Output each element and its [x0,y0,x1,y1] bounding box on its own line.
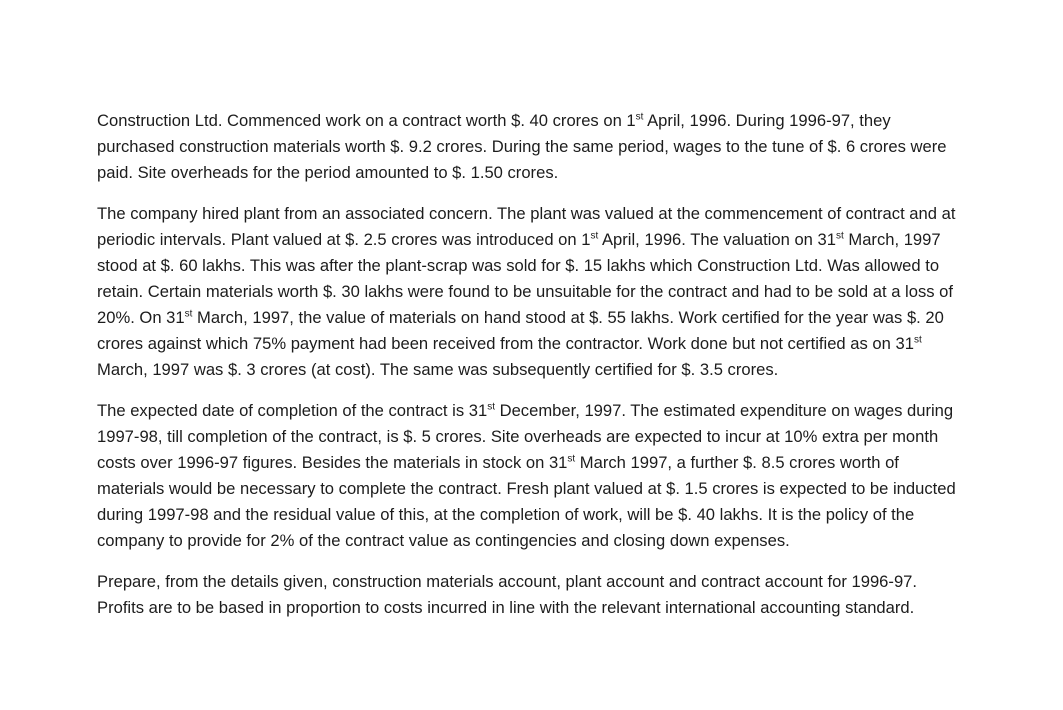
paragraph-contract-intro [97,108,957,186]
ordinal-suffix: st [913,334,922,346]
text-run: April, 1996. The valuation on 31 [598,230,836,249]
text-run: March, 1997, the value of materials on hand stood at $. 55 lakhs. Work certified for the year was $. 20 crores against which 75% payment had been received from the contractor. Work done but not certified as on 31 [97,308,944,353]
text-run: March 1997, a further $. 8.5 crores worth of materials would be necessary to complete the contract. Fresh plant valued at $. 1.5 crores is expected to be inducted during 1997-98 and the residual value of this, at the completion of work, will be $. 40 lakhs. It is the policy of the company to provide for 2% of the contract value as contingencies and closing down expenses. [97,453,956,550]
text-run: Construction Ltd. Commenced work on a contract worth $. 40 crores on 1 [97,111,636,130]
ordinal-suffix: st [835,230,844,242]
ordinal-suffix: st [184,308,193,320]
text-run: Prepare, from the details given, construction materials account, plant account and contract account for 1996-97. Profits are to be based in proportion to costs incurred in line with the relevant international accounting standard. [97,572,918,617]
paragraph-instructions [97,569,957,621]
document-body [97,108,957,636]
ordinal-suffix: st [635,111,644,123]
ordinal-suffix: st [567,453,576,465]
text-run: The expected date of completion of the contract is 31 [97,401,488,420]
paragraph-expected-completion [97,398,957,554]
text-run: April, 1996. During 1996-97, they purchased construction materials worth $. 9.2 crores. During the same period, wages to the tune of $. 6 crores were paid. Site overheads for the period amounted to $. 1.50 crores. [97,111,947,182]
text-run: March, 1997 stood at $. 60 lakhs. This was after the plant-scrap was sold for $. 15 lakhs which Construction Ltd. Was allowed to retain. Certain materials worth $. 30 lakhs were found to be unsuitable for the contract and had to be sold at a loss of 20%. On 31 [97,230,953,327]
text-run: The company hired plant from an associated concern. The plant was valued at the commencement of contract and at periodic intervals. Plant valued at $. 2.5 crores was introduced on 1 [97,204,956,249]
ordinal-suffix: st [590,230,599,242]
text-run: March, 1997 was $. 3 crores (at cost). The same was subsequently certified for $. 3.5 crores. [97,360,779,379]
paragraph-plant-and-materials [97,201,957,383]
ordinal-suffix: st [487,401,495,413]
text-run: December, 1997. The estimated expenditure on wages during 1997-98, till completion of the contract, is $. 5 crores. Site overheads are expected to incur at 10% extra per month costs over 1996-97 figures. Besides the materials in stock on 31 [97,401,954,472]
